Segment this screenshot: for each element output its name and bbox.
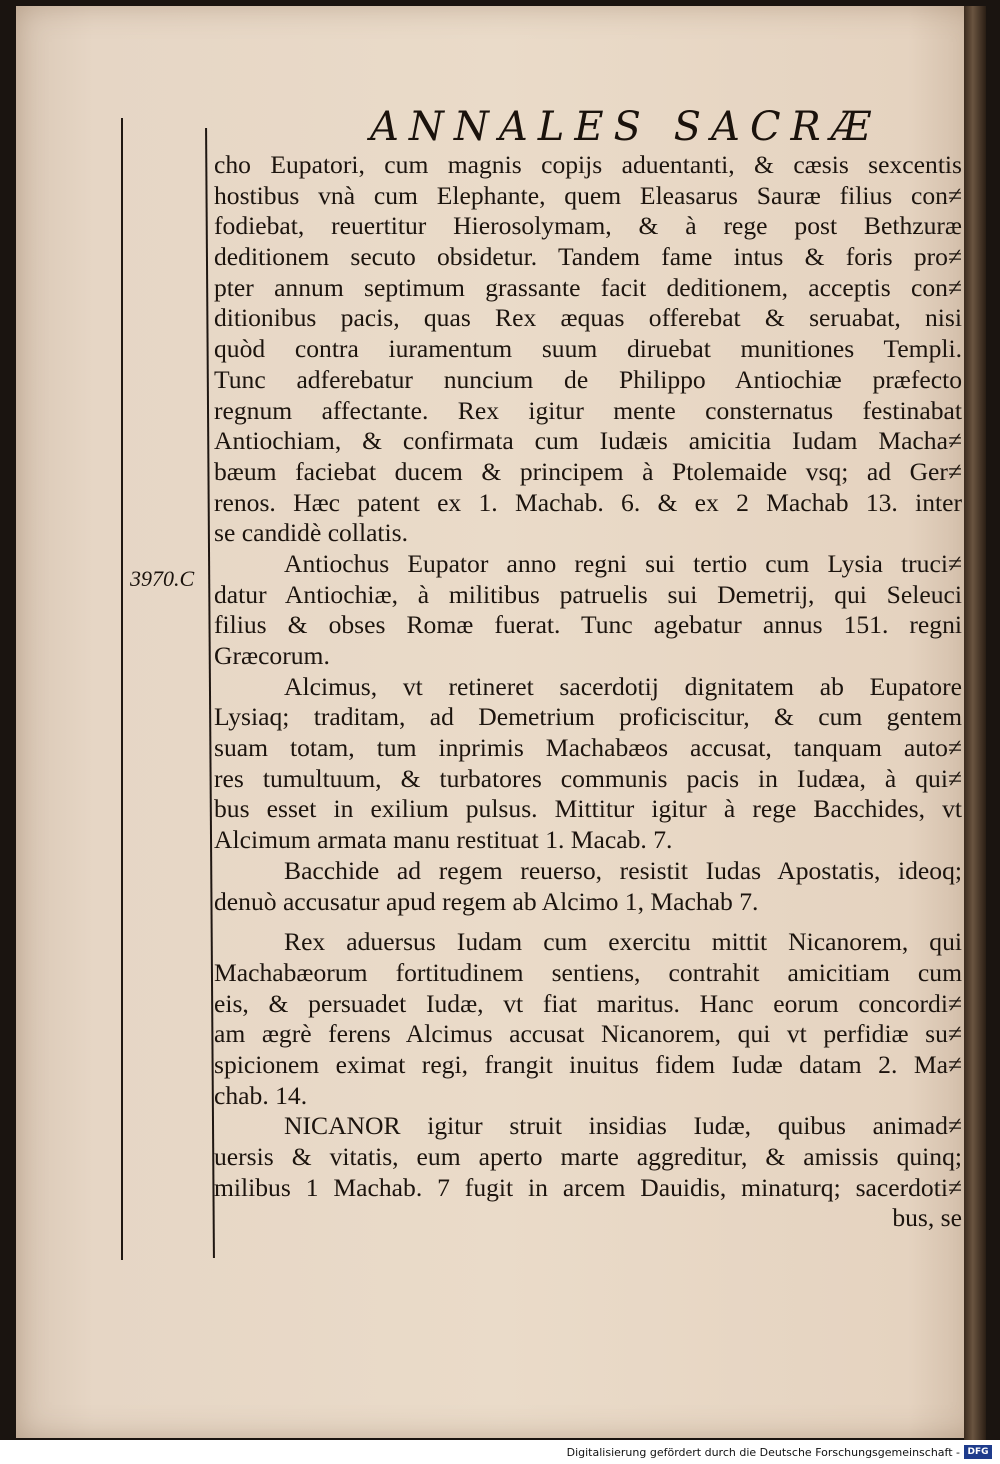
text-line: res tumultuum, & turbatores communis pacis in Iudæa, à qui≠ bbox=[214, 763, 962, 793]
digitization-footer bbox=[0, 1440, 1000, 1464]
margin-year-note: 3970.C bbox=[130, 566, 195, 591]
text-line: Græcorum. bbox=[214, 641, 330, 670]
margin-rule-line bbox=[121, 118, 123, 1260]
text-line: filius & obses Romæ fuerat. Tunc agebatur annus 151. regni bbox=[214, 610, 962, 640]
paragraph-first-line: Bacchide ad regem reuerso, resistit Iudas Apostatis, ideoq; bbox=[284, 855, 962, 885]
text-line: deditionem secuto obsidetur. Tandem fame intus & foris pro≠ bbox=[214, 242, 962, 272]
text-line: Machabæorum fortitudinem sentiens, contrahit amicitiam cum bbox=[214, 957, 962, 987]
text-line: uersis & vitatis, eum aperto marte aggreditur, & amissis quinq; bbox=[214, 1142, 962, 1171]
body-text bbox=[214, 150, 962, 1234]
paragraph-first-line: Alcimus, vt retineret sacerdotij dignitatem ab Eupatore bbox=[284, 671, 962, 701]
paragraph-first-line: Antiochus Eupator anno regni sui tertio cum Lysia truci≠ bbox=[284, 548, 962, 578]
text-line: ditionibus pacis, quas Rex æquas offerebat & seruabat, nisi bbox=[214, 303, 962, 333]
text-line: Lysiaq; traditam, ad Demetrium proficiscitur, & cum gentem bbox=[214, 702, 962, 732]
text-line: spicionem eximat regi, frangit inuitus fidem Iudæ datam 2. Ma≠ bbox=[214, 1049, 962, 1079]
text-line: pter annum septimum grassante facit deditionem, acceptis con≠ bbox=[214, 272, 962, 302]
text-line: Alcimum armata manu restituat 1. Macab. 7. bbox=[214, 825, 673, 855]
text-line: milibus 1 Machab. 7 fugit in arcem Dauidis, minaturq; sacerdoti≠ bbox=[214, 1172, 962, 1202]
text-line: Antiochiam, & confirmata cum Iudæis amicitia Iudam Macha≠ bbox=[214, 426, 962, 456]
text-line: datur Antiochiæ, à militibus patruelis sui Demetrij, qui Seleuci bbox=[214, 579, 962, 609]
text-line: hostibus vnà cum Elephante, quem Eleasarus Sauræ filius con≠ bbox=[214, 180, 962, 210]
funding-notice: Digitalisierung gefördert durch die Deutsche Forschungsgemeinschaft - bbox=[566, 1446, 960, 1459]
text-line: cho Eupatori, cum magnis copijs aduentanti, & cæsis sexcentis bbox=[214, 150, 962, 179]
text-line: denuò accusatur apud regem ab Alcimo 1, Machab 7. bbox=[214, 886, 759, 916]
text-line: regnum affectante. Rex igitur mente consternatus festinabat bbox=[214, 395, 962, 425]
text-line: se candidè collatis. bbox=[214, 518, 409, 548]
running-head: ANNALES SACRÆ bbox=[370, 104, 881, 150]
text-line: bus esset in exilium pulsus. Mittitur igitur à rege Bacchides, vt bbox=[214, 794, 962, 824]
text-line: renos. Hæc patent ex 1. Machab. 6. & ex 2 Machab 13. inter bbox=[214, 487, 962, 517]
text-line: eis, & persuadet Iudæ, vt fiat maritus. Hanc eorum concordi≠ bbox=[214, 988, 962, 1018]
text-line: fodiebat, reuertitur Hierosolymam, & à rege post Bethzuræ bbox=[214, 211, 962, 241]
text-line: am ægrè ferens Alcimus accusat Nicanorem, qui vt perfidiæ su≠ bbox=[214, 1019, 962, 1049]
text-line: Tunc adferebatur nuncium de Philippo Antiochiæ præfecto bbox=[214, 364, 962, 394]
text-line: quòd contra iuramentum suum diruebat munitiones Templi. bbox=[214, 334, 962, 364]
text-line: bæum faciebat ducem & principem à Ptolemaide vsq; ad Ger≠ bbox=[214, 456, 962, 486]
dfg-logo[interactable]: DFG bbox=[964, 1445, 992, 1459]
catchword-line: bus, se bbox=[892, 1203, 962, 1233]
text-line: suam totam, tum inprimis Machabæos accusat, tanquam auto≠ bbox=[214, 733, 962, 763]
paragraph-first-line: Rex aduersus Iudam cum exercitu mittit Nicanorem, qui bbox=[284, 927, 962, 957]
paragraph-first-line: NICANOR igitur struit insidias Iudæ, quibus animad≠ bbox=[284, 1111, 962, 1141]
text-line: chab. 14. bbox=[214, 1080, 308, 1110]
book-binding bbox=[964, 6, 986, 1446]
